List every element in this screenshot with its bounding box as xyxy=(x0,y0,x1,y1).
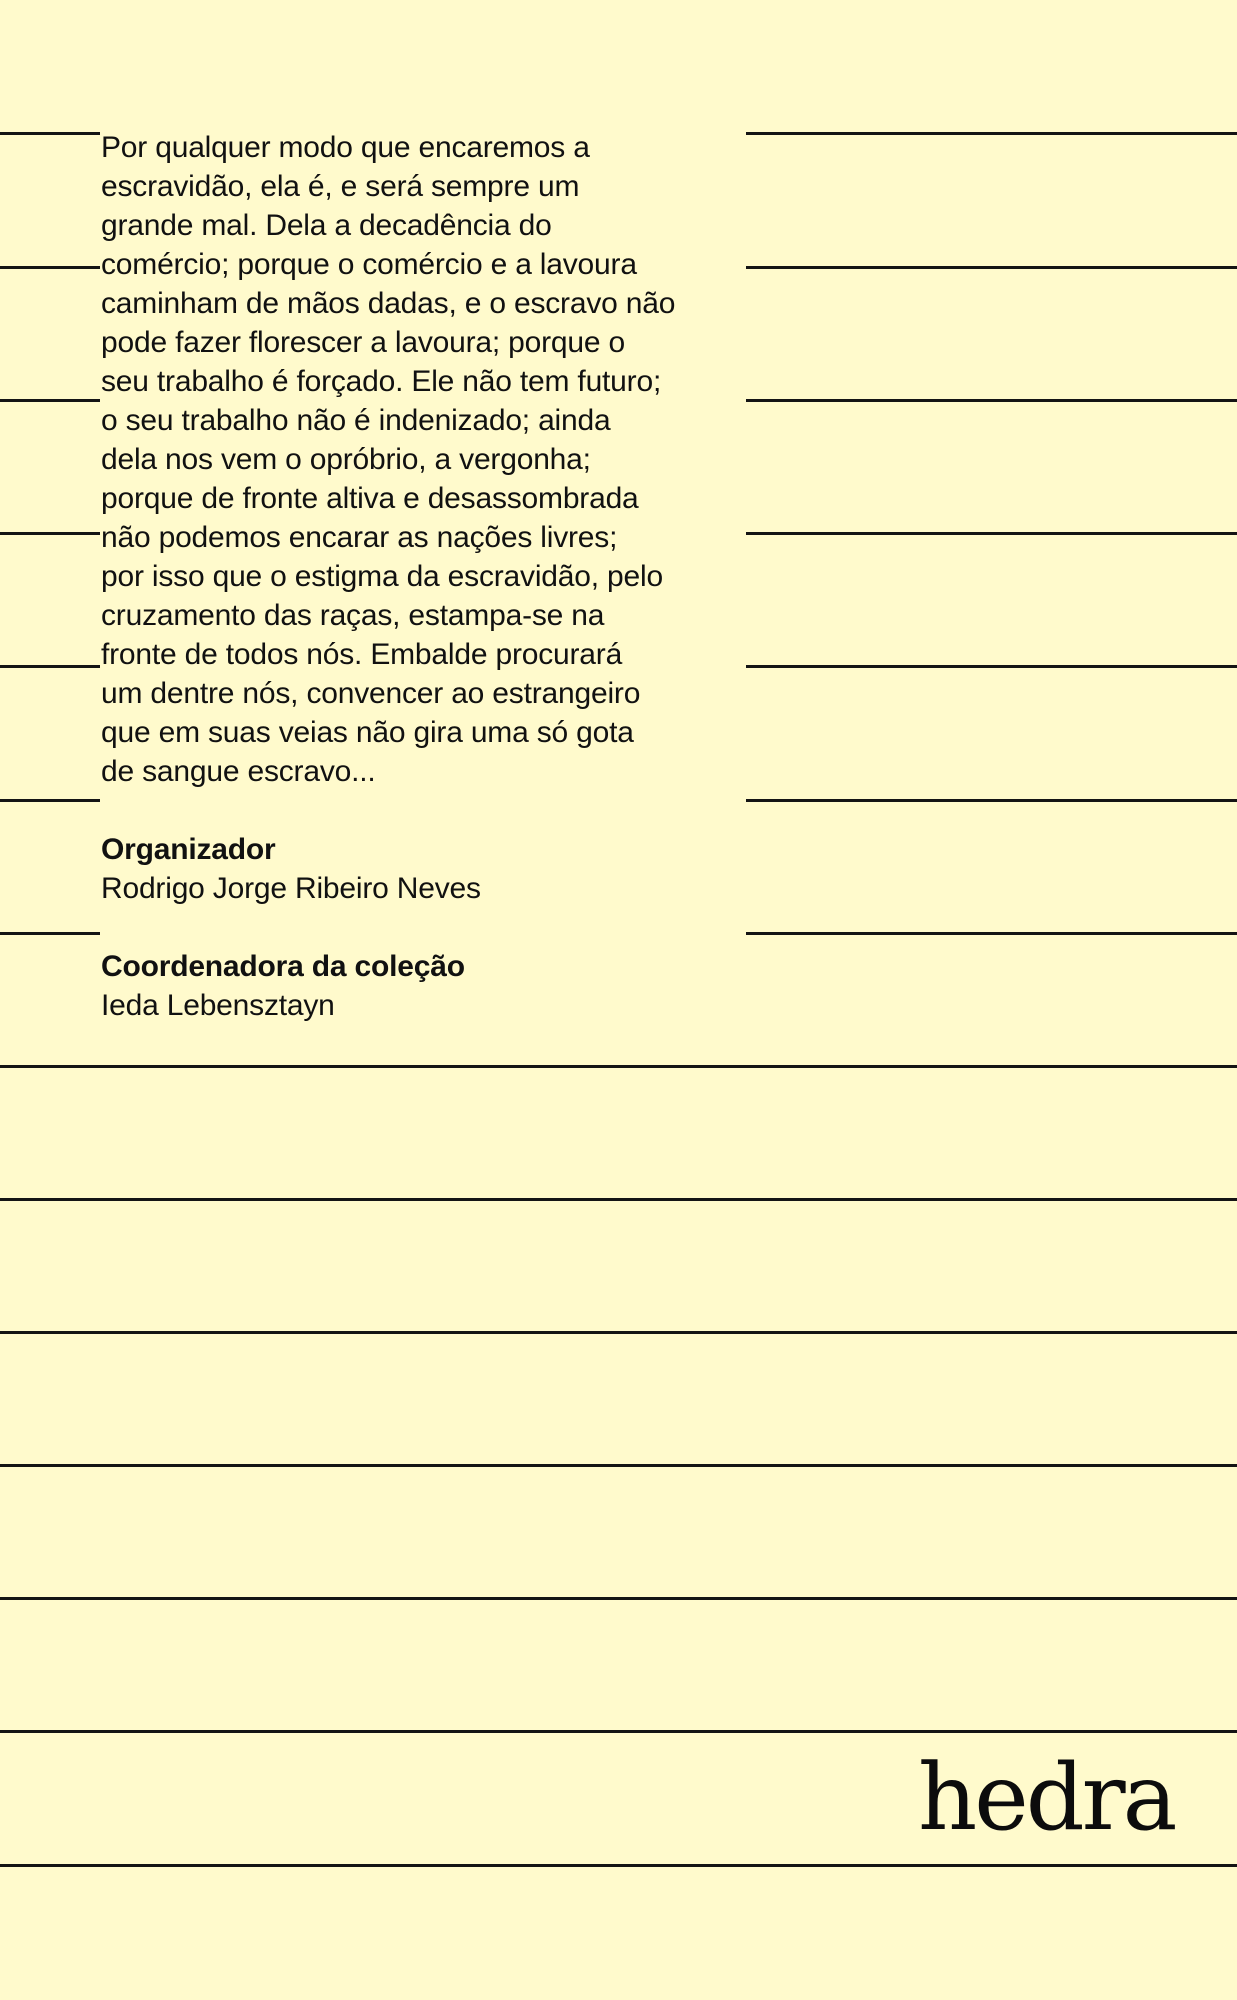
rule-left xyxy=(0,266,100,269)
rule-full xyxy=(0,1198,1237,1201)
rule-full xyxy=(0,1065,1237,1068)
quote-line: por isso que o estigma da escravidão, pelo xyxy=(101,560,663,593)
quote-line: fronte de todos nós. Embalde procurará xyxy=(101,638,623,671)
quote-line: caminham de mãos dadas, e o escravo não xyxy=(101,287,676,320)
rule-right xyxy=(746,266,1237,269)
rule-right xyxy=(746,399,1237,402)
quote-line: dela nos vem o opróbrio, a vergonha; xyxy=(101,443,591,476)
credit-role: Organizador xyxy=(101,833,276,866)
rule-full xyxy=(0,1730,1237,1733)
rule-left xyxy=(0,799,100,802)
rule-right xyxy=(746,532,1237,535)
rule-full xyxy=(0,1597,1237,1600)
credit-organizer xyxy=(101,830,751,908)
rule-full xyxy=(0,1331,1237,1334)
rule-full xyxy=(0,1464,1237,1467)
rule-right xyxy=(746,132,1237,135)
rule-left xyxy=(0,932,100,935)
credit-role: Coordenadora da coleção xyxy=(101,950,465,983)
rule-full xyxy=(0,1864,1237,1867)
credit-name: Rodrigo Jorge Ribeiro Neves xyxy=(101,872,481,905)
quote-block xyxy=(101,128,751,791)
rule-left xyxy=(0,399,100,402)
quote-line: comércio; porque o comércio e a lavoura xyxy=(101,248,637,281)
quote-line: de sangue escravo... xyxy=(101,755,376,788)
rule-right xyxy=(746,799,1237,802)
rule-left xyxy=(0,665,100,668)
rule-right xyxy=(746,932,1237,935)
quote-line: um dentre nós, convencer ao estrangeiro xyxy=(101,677,641,710)
quote-line: escravidão, ela é, e será sempre um xyxy=(101,170,580,203)
publisher-logo: hedra xyxy=(918,1744,1175,1851)
rule-left xyxy=(0,132,100,135)
quote-line: grande mal. Dela a decadência do xyxy=(101,209,552,242)
quote-line: seu trabalho é forçado. Ele não tem futuro; xyxy=(101,365,662,398)
rule-right xyxy=(746,665,1237,668)
quote-line: Por qualquer modo que encaremos a xyxy=(101,131,590,164)
credit-collection-coordinator xyxy=(101,947,751,1025)
credit-name: Ieda Lebensztayn xyxy=(101,989,335,1022)
quote-line: cruzamento das raças, estampa-se na xyxy=(101,599,605,632)
text-column xyxy=(101,128,751,1025)
quote-line: porque de fronte altiva e desassombrada xyxy=(101,482,639,515)
quote-line: pode fazer florescer a lavoura; porque o xyxy=(101,326,625,359)
rule-left xyxy=(0,532,100,535)
quote-line: o seu trabalho não é indenizado; ainda xyxy=(101,404,611,437)
quote-line: não podemos encarar as nações livres; xyxy=(101,521,618,554)
quote-line: que em suas veias não gira uma só gota xyxy=(101,716,634,749)
